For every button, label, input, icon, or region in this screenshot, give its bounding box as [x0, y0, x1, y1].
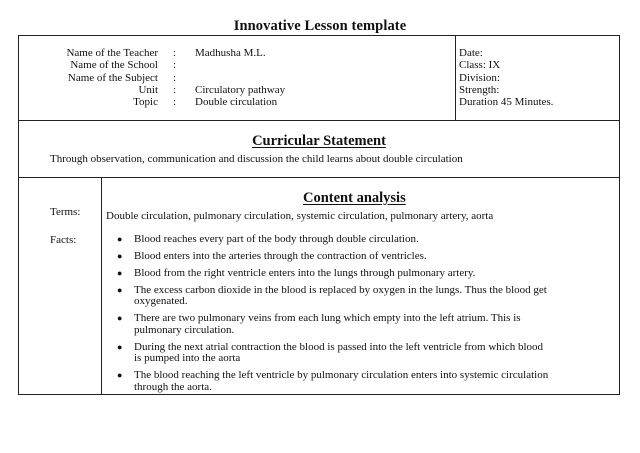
fact-line: through the aorta.: [134, 380, 212, 393]
field-label-school: Name of the School: [70, 59, 158, 72]
header-field-colons: [173, 47, 183, 108]
field-value-unit: Circulatory pathway: [195, 83, 286, 96]
bullet-icon: ●: [117, 250, 123, 261]
list-item: [115, 313, 619, 336]
bullet-icon: ●: [117, 267, 123, 278]
fact-line: Blood from the right ventricle enters into the lungs through pulmonary artery.: [134, 266, 476, 279]
bullet-icon: ●: [117, 234, 123, 244]
section-divider: [19, 177, 619, 178]
fact-line: pulmonary circulation.: [134, 323, 235, 336]
document-title: Innovative Lesson template: [233, 18, 407, 34]
bullet-icon: ●: [117, 284, 123, 295]
header-field-labels: [19, 47, 158, 108]
bullet-icon: ●: [117, 313, 123, 324]
list-item: [115, 370, 619, 393]
terms-text: Double circulation, pulmonary circulation, systemic circulation, pulmonary artery, aorta: [106, 210, 494, 222]
fact-line: The excess carbon dioxide in the blood is replaced by oxygen in the lungs. Thus the blood get: [134, 283, 547, 296]
bullet-icon: ●: [117, 341, 123, 352]
fact-line: is pumped into the aorta: [134, 352, 241, 365]
field-value-school: [195, 59, 455, 71]
lesson-table: [18, 35, 620, 395]
list-item: [115, 285, 619, 308]
field-value-teacher: Madhusha M.L.: [195, 47, 266, 59]
class-field: Class: IX: [459, 59, 501, 72]
fact-line: Blood reaches every part of the body through double circulation.: [134, 233, 419, 245]
header-field-values: [195, 47, 455, 108]
list-item: [115, 268, 619, 280]
list-item: [115, 342, 619, 365]
facts-list: [115, 234, 619, 399]
fact-line: There are two pulmonary veins from each lung which empty into the left atrium. This is: [134, 312, 521, 325]
field-label-teacher: Name of the Teacher: [66, 47, 158, 59]
fact-line: oxygenated.: [134, 295, 188, 308]
field-label-subject: Name of the Subject: [67, 71, 158, 84]
fact-line: The blood reaching the left ventricle by pulmonary circulation enters into systemic circulation: [134, 369, 549, 382]
field-value-topic: Double circulation: [195, 96, 278, 109]
content-column-divider: [101, 177, 102, 395]
facts-label: Facts:: [50, 234, 77, 246]
field-colon: :: [173, 96, 177, 109]
curricular-statement-heading: Curricular Statement: [252, 133, 386, 149]
field-label-topic: Topic: [133, 96, 158, 109]
terms-label: Terms:: [50, 206, 81, 218]
section-divider: [19, 120, 619, 121]
list-item: [115, 251, 619, 263]
field-label-unit: Unit: [138, 83, 158, 96]
duration-field: Duration 45 Minutes.: [459, 96, 554, 109]
division-field: Division:: [459, 71, 500, 84]
field-value-subject: [195, 72, 455, 84]
field-colon: :: [173, 59, 177, 72]
strength-field: Strength:: [459, 83, 500, 96]
date-field: Date:: [459, 47, 483, 59]
field-colon: :: [173, 71, 177, 84]
bullet-icon: ●: [117, 370, 123, 381]
header-right-block: [459, 47, 617, 108]
fact-line: During the next atrial contraction the blood is passed into the left ventricle from which blood: [134, 340, 544, 353]
content-analysis-heading: Content analysis: [303, 190, 406, 206]
field-colon: :: [173, 47, 177, 59]
list-item: [115, 234, 619, 246]
fact-line: Blood enters into the arteries through the contraction of ventricles.: [134, 249, 427, 262]
field-colon: :: [173, 83, 177, 96]
curricular-statement-text: Through observation, communication and discussion the child learns about double circulation: [50, 153, 463, 165]
header-column-divider: [455, 36, 456, 120]
